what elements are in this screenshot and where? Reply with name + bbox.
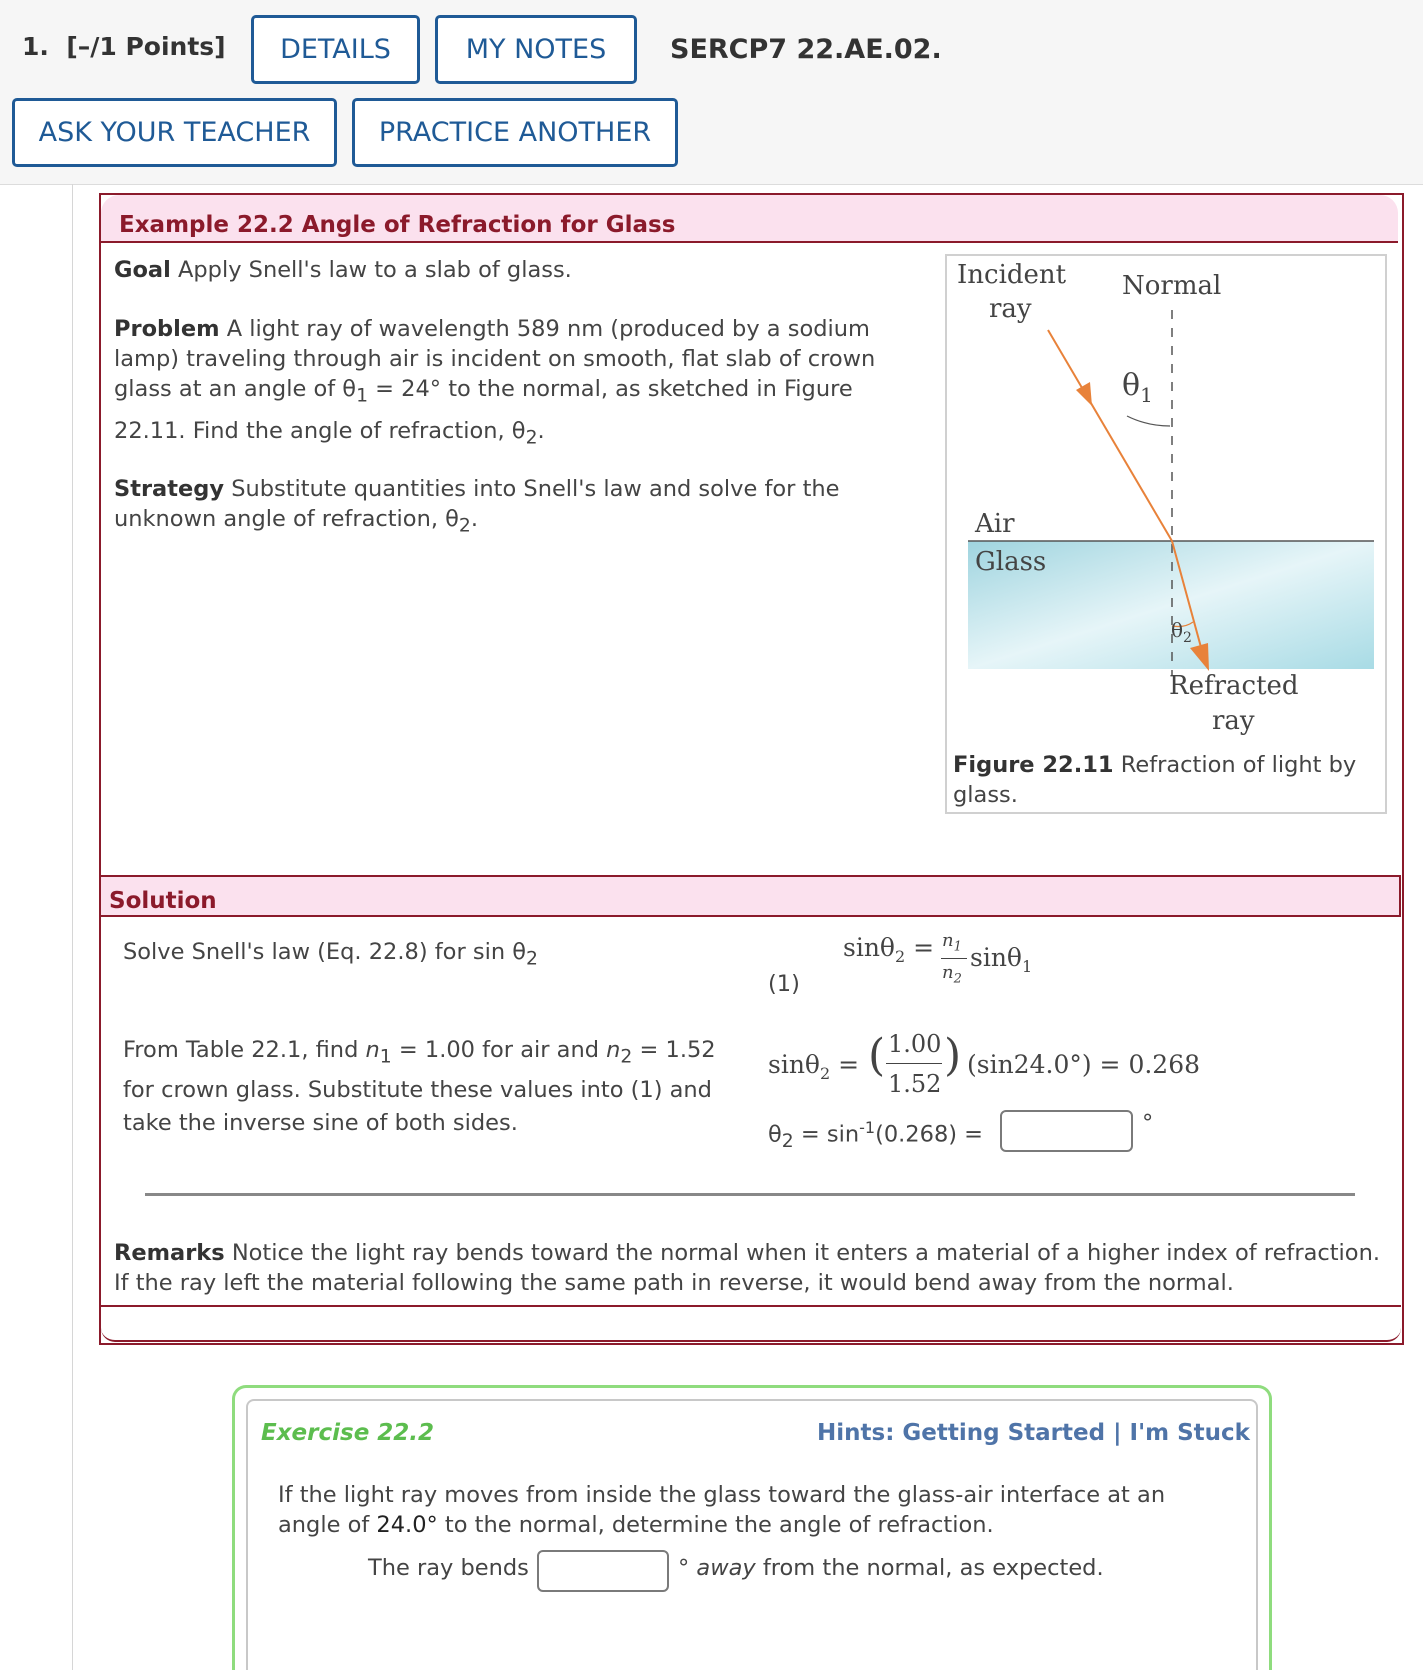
my-notes-button[interactable]: MY NOTES [435, 15, 637, 84]
exercise-answer-input[interactable] [537, 1550, 669, 1592]
ask-your-teacher-button[interactable]: ASK YOUR TEACHER [12, 98, 337, 167]
left-gutter-line [72, 184, 73, 1670]
solution-step2: From Table 22.1, find $n_1 = 1.00$ for air and $n_2 = 1.52$ for crown glass. Substitute these values into (1) and take the inverse sine of both sides. [123, 1037, 716, 1136]
theta1-label: $\theta_1$ [1122, 368, 1153, 407]
equation-1: sinθ$_2$ = [843, 933, 935, 966]
equation-2: sinθ$_2$ = [768, 1050, 860, 1083]
hint-im-stuck-link[interactable]: I'm Stuck [1129, 1420, 1250, 1446]
hints-label: Hints: [817, 1420, 895, 1446]
figure-caption: Figure 22.11 Refraction of light by glass. [953, 752, 1357, 808]
eq2-left-paren: ( [868, 1030, 886, 1081]
example-title: Example 22.2 Angle of Refraction for Glass [119, 212, 676, 238]
question-code: SERCP7 22.AE.02. [670, 34, 942, 65]
eq1-fraction-bar [941, 958, 967, 959]
hint-separator: | [1113, 1420, 1122, 1446]
solution-title-band [101, 875, 1401, 917]
goal-text: Goal Apply Snell's law to a slab of glass. [114, 257, 572, 283]
eq2-rhs: (sin24.0°) = 0.268 [967, 1050, 1201, 1079]
incident-ray-label: ray [989, 294, 1032, 324]
practice-another-button[interactable]: PRACTICE ANOTHER [352, 98, 678, 167]
incident-ray [1048, 330, 1172, 541]
points-label: [–/1 Points] [66, 32, 226, 61]
exercise-text: If the light ray moves from inside the glass toward the glass-air interface at an angle of 24.0° to the normal, determine the angle of refraction. [278, 1482, 1166, 1538]
section-divider [145, 1193, 1355, 1196]
eq1-numerator: $n_1$ [942, 930, 962, 955]
problem-text: Problem A light ray of wavelength 589 nm (produced by a sodium lamp) traveling through air is incident on smooth, flat slab of crown glass at an angle of $\theta_1 = 24^\circ$ to the normal, as sketched in Figure 22.11. Find the angle of refraction, $\theta_2$. [114, 316, 876, 448]
refraction-figure [945, 254, 1387, 814]
exercise-answer-prefix: The ray bends [368, 1555, 529, 1581]
equation-number: (1) [768, 971, 800, 997]
refracted-ray-label: ray [1212, 706, 1255, 736]
exercise-answer-suffix: ° away from the normal, as expected. [678, 1555, 1104, 1581]
eq1-rhs: sinθ$_1$ [970, 943, 1033, 976]
question-number-points: 1. [–/1 Points] [22, 32, 226, 61]
hints-bar [817, 1420, 1250, 1446]
normal-label: Normal [1122, 271, 1222, 301]
remarks-text: Remarks Notice the light ray bends toward the normal when it enters a material of a higher index of refraction. If the ray left the material following the same path in reverse, it would bend away from the normal. [114, 1240, 1380, 1296]
theta2-answer-input[interactable] [1000, 1110, 1133, 1152]
hint-getting-started-link[interactable]: Getting Started [902, 1420, 1106, 1446]
degree-unit: ° [1142, 1110, 1154, 1136]
strategy-text: Strategy Substitute quantities into Snell's law and solve for the unknown angle of refraction, $\theta_2$. [114, 476, 840, 537]
eq2-denominator: 1.52 [888, 1070, 942, 1098]
refracted-label: Refracted [1169, 671, 1299, 701]
eq2-fraction-bar [886, 1063, 942, 1064]
solution-title: Solution [109, 888, 217, 914]
details-button[interactable]: DETAILS [251, 15, 420, 84]
glass-label: Glass [975, 547, 1047, 577]
theta1-arc [1127, 416, 1170, 426]
equation-3: $\theta_2 = \sin^{-1}(0.268)$ = [768, 1118, 984, 1152]
incident-arrow [1076, 382, 1092, 406]
incident-label: Incident [957, 260, 1067, 290]
solution-step1: Solve Snell's law (Eq. 22.8) for $\sin \theta_2$ [123, 939, 538, 970]
air-label: Air [975, 509, 1015, 539]
theta2-label: $\theta_2$ [1171, 618, 1192, 646]
eq1-denominator: $n_2$ [942, 962, 962, 987]
exercise-title: Exercise 22.2 [261, 1420, 435, 1446]
eq2-numerator: 1.00 [888, 1030, 942, 1058]
example-footer [101, 1305, 1401, 1342]
eq2-right-paren: ) [944, 1030, 962, 1081]
